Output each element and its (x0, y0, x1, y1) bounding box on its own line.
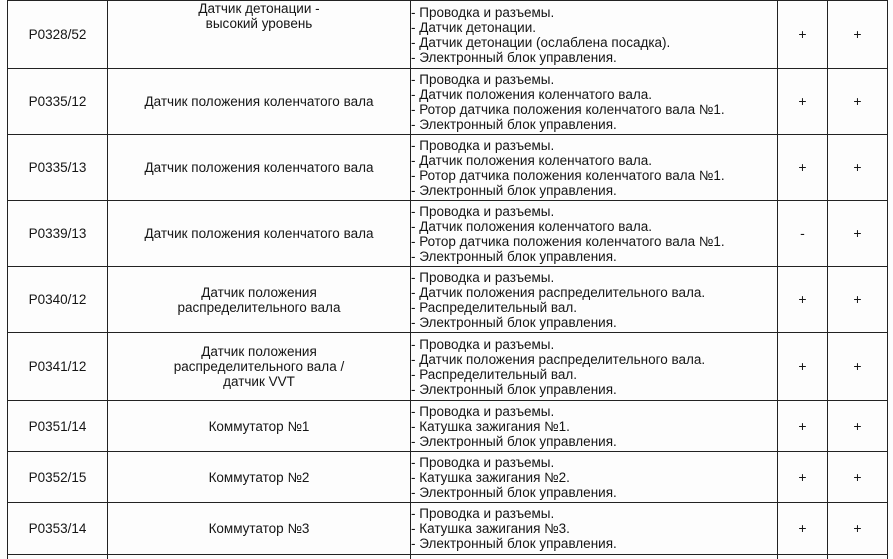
cause-item: - Катушка зажигания №3. (411, 521, 570, 536)
cause-item: - Электронный блок управления. (411, 536, 617, 551)
table-row (8, 1, 888, 69)
possible-causes (411, 267, 778, 333)
description-line: Коммутатор №2 (208, 469, 310, 485)
cause-item: - Датчик положения коленчатого вала. (411, 86, 652, 102)
indicator-mark-col4: + (778, 401, 828, 452)
description-line: Датчик положения коленчатого вала (144, 94, 374, 109)
indicator-mark-col4: + (778, 503, 828, 555)
description-line: Датчик положения (201, 284, 317, 300)
cause-item: - Датчик положения распределительного вала. (411, 351, 706, 367)
fault-description (108, 401, 411, 452)
cause-item: - Электронный блок управления. (411, 314, 617, 330)
indicator-mark-col5: + (828, 503, 888, 555)
table-row (8, 267, 888, 333)
description-line: Датчик положения коленчатого вала (144, 226, 374, 241)
cause-item: - Электронный блок управления. (411, 182, 617, 198)
table-row (8, 452, 888, 503)
cause-item: - Ротор датчика положения коленчатого вала №1. (411, 101, 725, 117)
cause-item: - Проводка и разъемы. (411, 137, 555, 153)
error-code (8, 555, 108, 559)
fault-description (108, 333, 411, 401)
diagnostic-code-table (7, 0, 888, 559)
error-code: P0351/14 (8, 401, 108, 452)
cause-item: - Датчик положения распределительного вала. (411, 284, 706, 300)
table-row (8, 201, 888, 267)
possible-causes (411, 503, 778, 555)
fault-description (108, 555, 411, 559)
possible-causes (411, 333, 778, 401)
cause-item: - Проводка и разъемы. (411, 203, 555, 219)
cause-item: - Электронный блок управления. (411, 433, 617, 449)
cause-item: - Датчик детонации. (411, 19, 537, 35)
indicator-mark-col5: + (828, 135, 888, 201)
indicator-mark-col4: - (778, 201, 828, 267)
indicator-mark-col4: + (778, 1, 828, 69)
indicator-mark-col5: + (828, 333, 888, 401)
error-code: P0335/12 (8, 69, 108, 135)
table-row (8, 69, 888, 135)
indicator-mark-col4: + (778, 69, 828, 135)
error-code: P0352/15 (8, 452, 108, 503)
indicator-mark-col5: + (828, 69, 888, 135)
indicator-mark-col5: + (828, 452, 888, 503)
possible-causes (411, 401, 778, 452)
cause-item: - Катушка зажигания №2. (411, 469, 570, 485)
cause-item: - Проводка и разъемы. (411, 454, 555, 470)
cause-item: - Проводка и разъемы. (411, 403, 555, 419)
table-row (8, 135, 888, 201)
possible-causes (411, 1, 778, 69)
fault-description (108, 135, 411, 201)
cause-item: - Проводка и разъемы. (411, 269, 555, 285)
description-line: распределительного вала (177, 299, 341, 315)
description-line: датчик VVT (223, 374, 295, 389)
fault-description (108, 1, 411, 69)
cause-item: - Датчик положения коленчатого вала. (411, 152, 652, 168)
error-code: P0341/12 (8, 333, 108, 401)
cause-item: - Проводка и разъемы. (411, 4, 555, 20)
description-line: распределительного вала / (173, 359, 345, 374)
cause-item: - Проводка и разъемы. (411, 506, 555, 521)
table-row (8, 401, 888, 452)
possible-causes (411, 555, 778, 559)
cause-item: - Проводка и разъемы. (411, 336, 555, 352)
cause-item: - Электронный блок управления. (411, 116, 617, 132)
error-code: P0353/14 (8, 503, 108, 555)
indicator-mark-col5: + (828, 401, 888, 452)
table-row (8, 333, 888, 401)
error-code: P0328/52 (8, 1, 108, 69)
error-code: P0340/12 (8, 267, 108, 333)
indicator-mark-col5 (828, 555, 888, 559)
indicator-mark-col4: + (778, 267, 828, 333)
description-line: Датчик положения коленчатого вала (144, 160, 374, 175)
possible-causes (411, 135, 778, 201)
indicator-mark-col4 (778, 555, 828, 559)
table-body (8, 1, 888, 559)
fault-description (108, 201, 411, 267)
fault-description (108, 503, 411, 555)
indicator-mark-col5: + (828, 1, 888, 69)
table-row (8, 503, 888, 555)
indicator-mark-col4: + (778, 333, 828, 401)
cause-item: - Электронный блок управления. (411, 381, 617, 397)
indicator-mark-col4: + (778, 452, 828, 503)
cause-item: - Электронный блок управления. (411, 484, 617, 500)
cause-item: - Распределительный вал. (411, 299, 578, 315)
description-line: Коммутатор №1 (208, 418, 310, 434)
fault-description (108, 452, 411, 503)
fault-description (108, 267, 411, 333)
indicator-mark-col5: + (828, 267, 888, 333)
possible-causes (411, 452, 778, 503)
table-row (8, 555, 888, 559)
cause-item: - Проводка и разъемы. (411, 71, 555, 87)
description-line: Коммутатор №3 (208, 521, 310, 536)
cause-item: - Ротор датчика положения коленчатого вала №1. (411, 233, 725, 249)
description-line: Датчик детонации - (198, 1, 320, 16)
cause-item: - Датчик детонации (ослаблена посадка). (411, 34, 671, 50)
cause-item: - Ротор датчика положения коленчатого вала №1. (411, 167, 725, 183)
possible-causes (411, 201, 778, 267)
error-code: P0335/13 (8, 135, 108, 201)
cause-item: - Электронный блок управления. (411, 248, 617, 264)
indicator-mark-col5: + (828, 201, 888, 267)
fault-description (108, 69, 411, 135)
description-line: Датчик положения (201, 344, 317, 359)
cause-item: - Распределительный вал. (411, 366, 578, 382)
error-code: P0339/13 (8, 201, 108, 267)
cause-item: - Электронный блок управления. (411, 49, 617, 65)
cause-item: - Датчик положения коленчатого вала. (411, 218, 652, 234)
cause-item: - Катушка зажигания №1. (411, 418, 570, 434)
description-line: высокий уровень (205, 16, 313, 31)
possible-causes (411, 69, 778, 135)
indicator-mark-col4: + (778, 135, 828, 201)
